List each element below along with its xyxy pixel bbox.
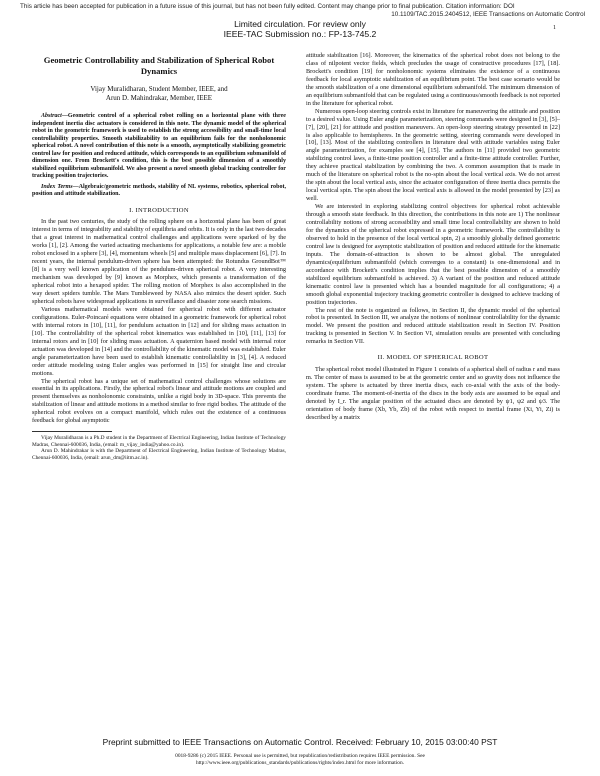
index-terms-text: —Algebraic/geometric methods, stability of NL systems, robotics, spherical robot, position and attitude stabilization.	[32, 183, 286, 197]
page-number: 1	[553, 25, 556, 31]
copyright-line-2: http://www.ieee.org/publications_standards/publications/rights/index.html for more information.	[195, 759, 405, 766]
footnote-author-2: Arun D. Mahindrakar is with the Department of Electrical Engineering, Indian Institute of Technology Madras, Chennai-600036, India, (email: arun_dm@iitm.ac.in).	[32, 448, 286, 462]
submission-number: IEEE-TAC Submission no.: FP-13-745.2	[223, 29, 377, 39]
copyright-notice	[0, 753, 600, 767]
left-column	[32, 52, 286, 462]
publication-notice-line2: 10.1109/TAC.2015.2404512, IEEE Transactions on Automatic Control	[391, 11, 585, 18]
review-header	[0, 19, 600, 39]
right-column	[306, 52, 560, 422]
preprint-footer: Preprint submitted to IEEE Transactions on Automatic Control. Received: February 10, 2015 03:00:40 PST	[102, 737, 498, 747]
limited-circulation-label: Limited circulation. For review only	[234, 19, 366, 29]
intro-paragraph-1: In the past two centuries, the study of the rolling sphere on a horizontal plane has been of great interest in terms of integrability and stability of equilibria and orbits. It is only in the last two decades that a great interest in mathematical control challenges and applications were sparked of by the works [1], [2]. Among the varied actuating mechanisms for applications, a notable few are: a mobile robot enclosed in a sphere [3], [4], momentum wheels [5] and multiple mass displacement [6], [7]. In recent years, the internal pendulum-driven sphere has been attempted: the Rotundus GroundBot™ [8] is a very well known application of the pendulum-driven spherical robot. A very interesting mechanism was developed by [9] known as Morphex, which presents a transformation of the spherical robot into a hexapod spider. The rolling motion of Morphex is also accomplished in the way desert spiders tumble. The Mars Tumbleweed by NASA also mimics the desert spider. Such spherical robots have widespread applications in surveillance and disaster zone search missions.	[32, 218, 286, 305]
index-terms	[32, 184, 286, 199]
authors-line-2: Arun D. Mahindrakar, Member, IEEE	[105, 94, 213, 102]
footnote-divider	[32, 431, 112, 432]
authors-line-1: Vijay Muralidharan, Student Member, IEEE, and	[90, 85, 228, 93]
section-heading-model: II. MODEL OF SPHERICAL ROBOT	[377, 354, 489, 362]
abstract-label: Abstract	[41, 113, 62, 119]
intro-paragraph-5: We are interested in exploring stabilizing control objectives for spherical robot achievable through a smooth state feedback. In this direction, the contributions in this note are 1) The nonlinear controllability notions of strong accessibility and small time local controllability are shown to hold for the dynamics of the spherical robot expressed in a geometric framework. The controllability is observed to hold in the presence of the local vertical spin, 2) a smoothly globally defined geometric control law is designed for asymptotic stabilization of position and reduced attitude for the kinematic inputs. The domain-of-attraction is shown to be almost global. The unregulated dynamics(equilibrium submanifold (which converges to a constant) is one-dimensional and in accordance with Brockett's condition implies that the best possible dimension of a smoothly stabilized equilibrium submanifold is achieved. 3) A variant of the position and reduced attitude kinematic control law is presented which has a bounded magnitude for all configurations; 4) a smooth global exponential trajectory tracking geometric controller is designed to achieve tracking of position trajectories.	[306, 203, 560, 306]
index-terms-label: Index Terms	[41, 183, 73, 190]
intro-paragraph-3: The spherical robot has a unique set of mathematical control challenges whose solutions are essential in its applications. Firstly, the spherical robot's linear and attitude motions are coupled and present themselves as nonholonomic constraints, unlike a rigid body in 3D-space. This prevents the stabilization of linear and attitude motions in a method similar to free rigid bodies. The attitude of the spherical robot evolves on a compact manifold, which rules out the existence of a continuous feedback for global asymptotic	[32, 377, 286, 425]
author-list	[32, 85, 286, 103]
publication-notice-line1: This article has been accepted for publication in a future issue of this journal, but has not been fully edited. Content may change prior to final publication. Citation information: DOI	[20, 3, 515, 10]
publication-notice	[20, 3, 585, 19]
intro-paragraph-2: Various mathematical models were obtained for spherical robot with different actuator configurations. Euler-Poincaré equations were obtained in a geometric framework for spherical robot with internal rotors in [10], [11], for pendulum actuation in [12] and for sliding mass actuation in [10]. The controllability of the spherical robot kinematics was established in [10], [11], [13] for internal rotors and in [10] for sliding mass actuation. A quaternion based model with internal rotor actuation was developed in [14] and the controllability of the kinematic model was established. Euler angle parameterization have been used to establish kinematic controllability in [3], [4]. A reduced order attitude modeling using Euler angles was performed in [15] for straight line and circular motions.	[32, 305, 286, 377]
copyright-line-1: 0018-9286 (c) 2015 IEEE. Personal use is permitted, but republication/redistribution requires IEEE permission. See	[175, 753, 425, 759]
footnote-author-1: Vijay Muralidharan is a Ph.D student in the Department of Electrical Engineering, Indian Institute of Technology Madras, Chennai-600036, India, (email: m_vijay_india@yahoo.co.in).	[32, 435, 286, 448]
model-paragraph-1: The spherical robot model illustrated in Figure 1 consists of a spherical shell of radius r and mass m. The center of mass is assumed to be at the geometric center and so gravity does not influence the system. The sphere is actuated by three inertia discs, each co-axial with the axis of the body-coordinate frame. The moment-of-inertia of the discs in the body axis are assumed to be equal and denoted by I_r. The angular position of the actuated discs are denoted by ψ1, ψ2 and ψ3. The orientation of body frame (Xb, Yb, Zb) of the robot with respect to inertial frame (Xi, Yi, Zi) is described by a matrix	[306, 366, 560, 421]
paper-title: Geometric Controllability and Stabilization of Spherical Robot Dynamics	[43, 55, 275, 76]
section-heading-introduction: I. INTRODUCTION	[129, 206, 189, 214]
intro-paragraph-3-continued: attitude stabilization [16]. Moreover, the kinematics of the spherical robot does not belong to the class of nilpotent vector fields, which precludes the usage of constructive procedures [17], [18]. Brockett's condition [19] for nonholonomic systems eliminates the existence of a continuous feedback for local asymptotic stabilization of an equilibrium point. The best case scenario would be the smooth stabilization of a one dimensional equilibrium submanifold. The minimum dimension of an equilibrium submanifold that can be regulated using a continuous/smooth feedback is not reported in the literature for spherical robot.	[306, 52, 560, 107]
intro-paragraph-6: The rest of the note is organized as follows, in Section II, the dynamic model of the spherical robot is presented. In Section III, we analyze the notions of nonlinear controllability for the dynamic model. We present the position and reduced attitude stabilization result in Section IV. Position tracking is presented in Section V. In Section VI, simulation results are presented with concluding remarks in Section VII.	[306, 306, 560, 346]
abstract-text: —Geometric control of a spherical robot rolling on a horizontal plane with three independent inertia disc actuators is considered in this note. The dynamic model of the spherical robot in the geometric framework is used to establish the strong accessibility and small-time local controllability properties. Smooth stabilizability to an equilibrium fails for the nonholonomic spherical robot. A novel contribution of this note is a smooth, asymptotically stabilizing geometric control law for position and reduced attitude, which corresponds to an equilibrium submanifold of dimension one. From Brockett's condition, this is the best possible dimension of a smoothly stabilized equilibrium submanifold. We also present a novel smooth global tracking controller for tracking position trajectories.	[32, 113, 286, 179]
abstract	[32, 113, 286, 181]
intro-paragraph-4: Numerous open-loop steering controls exist in literature for maneuvering the attitude and position to a desired value. Using Euler angle parameterization, steering commands were designed in [3], [5]–[7], [20], [21] for attitude and position maneuvers. An open-loop steering strategy presented in [22] is also applicable to hemispheres. In the geometric setting, steering commands were developed in [10], [13]. Most of the stabilizing controllers in literature deal with attitude variables using Euler angle parameterization, for examples see [4], [15]. The authors in [11] provided two geometric stabilizing control laws, a finite-time position controller and a finite-time attitude controller. Further, they achieve practical stabilization by combining the two. A common assumption that is made in much of the literature on spherical robot is the no-spin about the local vertical axis. We do not arrest the spin about the local vertical axis, since the actuator configuration of three inertia discs permits the local vertical spin. The spin about the local vertical axis is allowed in the model presented by [23] as well.	[306, 107, 560, 203]
